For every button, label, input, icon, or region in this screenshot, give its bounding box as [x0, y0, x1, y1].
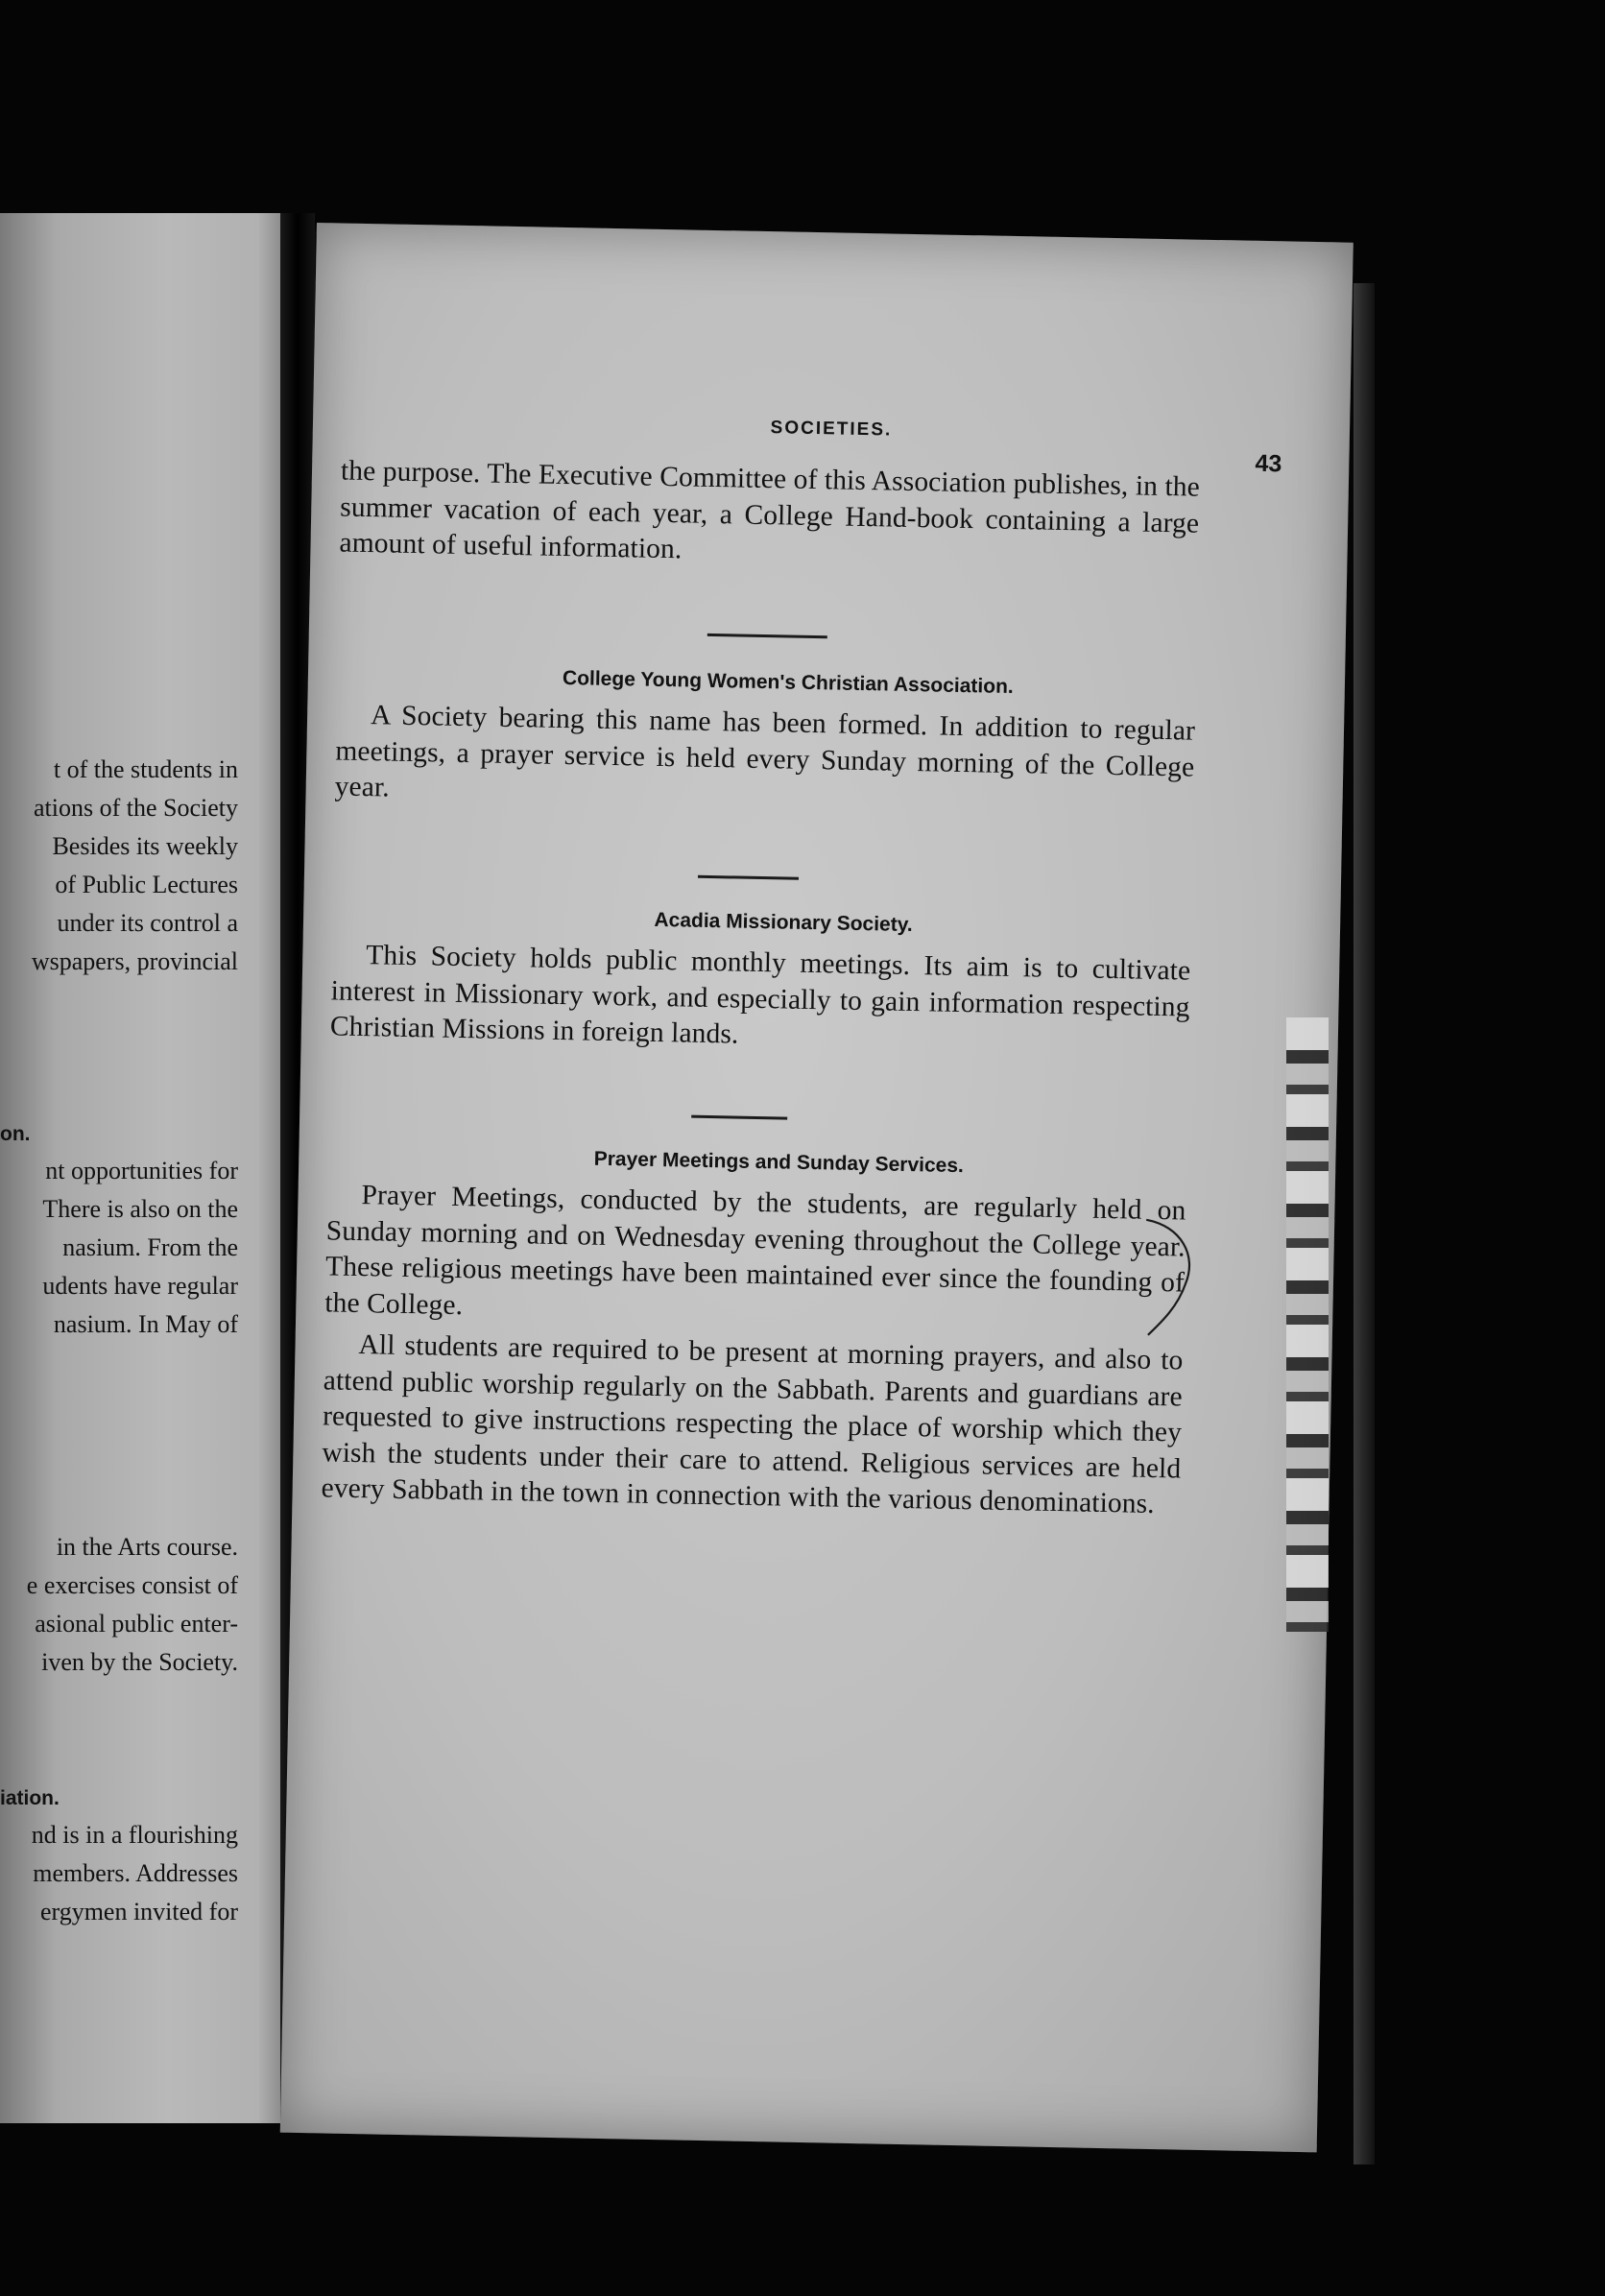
left-page-line: members. Addresses: [33, 1859, 238, 1887]
section-divider: [707, 634, 827, 638]
section-title-ywca: College Young Women's Christian Association.: [562, 667, 1014, 699]
left-page-fragment: [0, 213, 280, 2123]
left-page-line: e exercises consist of: [26, 1571, 238, 1599]
left-page-line: ations of the Society: [33, 794, 238, 822]
section-divider: [698, 875, 799, 880]
section-paragraph: Prayer Meetings, conducted by the students, are regularly held on Sunday morning and on Wednesday evening throughout the College year. These religious meetings have been maintained ever since the founding of the College.: [324, 1180, 1186, 1321]
section-body-ywca: [334, 697, 1195, 822]
left-page-line: nasium. In May of: [53, 1310, 238, 1338]
left-page-line: nasium. From the: [62, 1233, 238, 1261]
left-page-line: asional public enter-: [35, 1610, 238, 1638]
section-body-prayer: [321, 1177, 1186, 1523]
left-page-line: of Public Lectures: [55, 871, 238, 898]
intro-paragraph: the purpose. The Executive Committee of this Association publishes, in the summer vacation of each year, a College Hand-book containing a large amount of useful information.: [339, 455, 1201, 565]
left-page-line: ergymen invited for: [39, 1898, 238, 1925]
left-page-line: nt opportunities for: [45, 1157, 238, 1184]
left-page-line: t of the students in: [53, 755, 238, 783]
section-body-missionary: [330, 937, 1191, 1062]
main-page: [280, 223, 1353, 2152]
running-head: SOCIETIES.: [770, 418, 893, 441]
section-paragraph: All students are required to be present at morning prayers, and also to attend public worship regularly on the Sabbath. Parents and guardians are requested to give instructions respecting the place of worship which they wish the students under their care to attend. Religious services are held every Sabbath in the town in connection with the various denominations.: [321, 1329, 1184, 1519]
page-right-edge: [1353, 283, 1375, 2164]
left-page-line: in the Arts course.: [56, 1533, 238, 1561]
page-number: 43: [1255, 449, 1282, 478]
left-page-line: nd is in a flourishing: [31, 1821, 238, 1849]
intro-paragraph-block: [339, 454, 1200, 579]
left-page-line: udents have regular: [42, 1272, 238, 1300]
left-page-line: under its control a: [57, 909, 238, 937]
left-page-line: iven by the Society.: [41, 1648, 238, 1676]
section-title-missionary: Acadia Missionary Society.: [654, 908, 913, 937]
left-page-line: Besides its weekly: [52, 832, 238, 860]
page-edge-tab: [1286, 1017, 1329, 1632]
section-paragraph: This Society holds public monthly meetings. Its aim is to cultivate interest in Missionary work, and especially to gain information respecting Christian Missions in foreign lands.: [329, 940, 1191, 1050]
section-divider: [691, 1115, 787, 1120]
left-page-heading: iation.: [0, 1787, 60, 1809]
pencil-bracket-mark: [1140, 1216, 1200, 1342]
left-page-line: There is also on the: [42, 1195, 238, 1223]
main-page-content: [280, 223, 1353, 2152]
left-page-heading: on.: [0, 1123, 31, 1145]
left-page-line: wspapers, provincial: [31, 947, 238, 975]
section-title-prayer: Prayer Meetings and Sunday Services.: [593, 1147, 965, 1178]
section-paragraph: A Society bearing this name has been formed. In addition to regular meetings, a prayer service is held every Sunday morning of the College year.: [334, 700, 1196, 803]
